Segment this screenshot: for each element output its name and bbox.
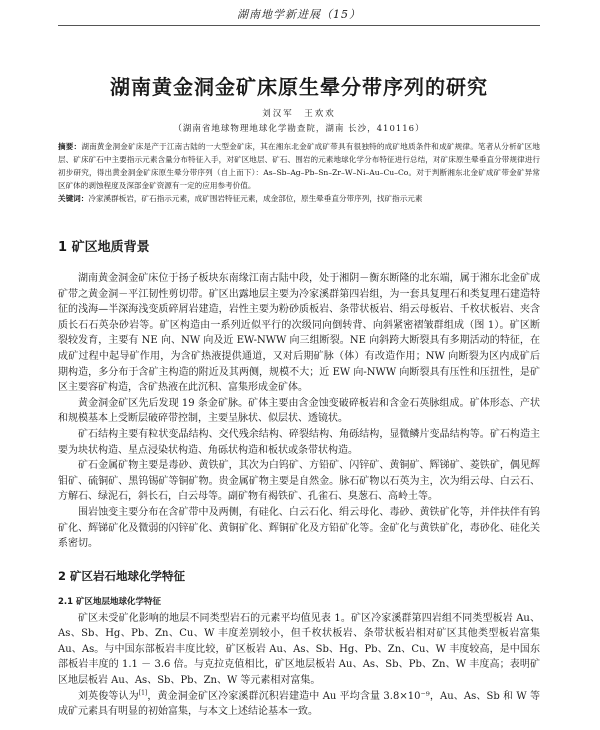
paragraph: 矿石金属矿物主要是毒砂、黄铁矿，其次为白钨矿、方铅矿、闪锌矿、黄铜矿、辉锑矿、菱铁矿，偶见辉钼矿、硫铜矿、黑钨锡矿等铜矿物。贵金属矿物主要是自然金。脉石矿物以石英为主，次为绢云母、白云石、方解石、绿泥石，斜长石，白云母等。副矿物有褐铁矿、孔雀石、臭葱石、高岭土等。 [58,460,540,503]
paragraph: 湖南黄金洞金矿床位于扬子板块东南缘江南古陆中段，处于湘阴－衡东断隆的北东端，属于湘东北金矿成矿带之黄金洞－平江韧性剪切带。矿区出露地层主要为冷家溪群第四岩组，为一套具复理石和类复理石建造特征的浅海—半深海浅变质碎屑岩建造，岩性主要为粉砂质板岩、条带状板岩、绢云母板岩、千枚状板岩、夹含质长石石英杂砂岩等。矿区构造由一系列近似平行的次级同向倒转背、向斜紧密褶皱群组成（图 1）。矿区断裂较发育，主要有 NE 向、NW 向及近 EW-NWW 向三组断裂。NE 向斜跨大断裂具有多期活动的特征，在成矿过程中起导矿作用，为含矿热液提供通道，又对后期矿脉（体）有改造作用；NW 向断裂为区内成矿后期构造，多分布于含矿主构造的附近及其两侧，规模不大；近 EW 向-NWW 向断裂具有压性和压扭性，是矿区主要容矿构造，含矿热液在此沉积、富集形成金矿体。 [58,273,540,394]
paragraph-text: 刘英俊等认为 [78,690,139,702]
affiliation: （湖南省地球物理地球化学勘查院，湖南 长沙，410116） [173,124,425,134]
section-body [58,611,540,720]
abstract-text: 湖南黄金洞金矿床是产于江南古陆的一大型金矿床，其在湘东北金矿成矿带具有很独特的成矿地质条件和成矿规律。笔者从分析矿区地层、矿床矿石中主要指示元素含量分布特征入手，对矿区地层、矿石、围岩的元素地球化学分布特征进行总结，对矿床原生晕垂直分带规律进行初步研究，得出黄金洞金矿床原生晕分带序列（自上而下）：As–Sb–Ag–Pb–Sn–Zr–W–Ni–Au–Cu–Co。对于判断湘东北金矿成矿带金矿异常区矿体的剥蚀程度及深部金矿资源有一定的应用参考价值。 [58,142,541,190]
paragraph: 矿区未受矿化影响的地层不同类型岩石的元素平均值见表 1。矿区冷家溪群第四岩组不同类型板岩 Au、As、Sb、Hg、Pb、Zn、Cu、W 丰度差别较小，但千枚状板岩、条带状板岩相对矿区其他类型板岩富集 Au、As。与中国东部板岩丰度比较，矿区板岩 Au、As、Sb、Hg、Pb、Zn、Cu、W 丰度较高，是中国东部板岩丰度的 1.1 － 3.6 倍。与克拉克值相比，矿区地层板岩 Au、As、Sb、Pb、Zn、W 丰度高；表明矿区地层板岩 Au、As、Sb、Pb、Zn、W 等元素相对富集。 [58,612,540,687]
running-head: 湖南地学新进展（15） [237,8,361,21]
keywords-label: 关键词： [58,194,89,203]
section-body [58,271,540,552]
citation: [1] [138,689,148,697]
paper-title: 湖南黄金洞金矿床原生晕分带序列的研究 [110,75,488,99]
keywords [58,192,540,205]
section-heading: 2 矿区岩石地球化学特征 [58,568,186,583]
keywords-text: 冷家溪群板岩，矿石指示元素，成矿围岩特征元素，成金部位，原生晕垂直分带序列，找矿指示元素 [88,194,423,203]
authors: 刘汉军 王欢欢 [262,109,336,119]
paragraph [58,689,540,720]
paragraph: 黄金洞金矿区先后发现 19 条金矿脉。矿体主要由含金蚀变破碎板岩和含金石英脉组成。矿体形态、产状和规模基本上受断层破碎带控制，主要呈脉状、似层状、透镜状。 [58,397,540,425]
header-rule [58,25,540,26]
paragraph-text: ，黄金洞金矿区冷家溪群沉积岩建造中 Au 平均含量 3.8×10⁻⁹，Au、As、Sb 和 W 等成矿元素具有明显的初始富集，与本文上述结论基本一致。 [58,690,541,718]
paragraph: 围岩蚀变主要分布在含矿带中及两侧，有硅化、白云石化、绢云母化、毒砂、黄铁矿化等，并伴扶伴有钨矿化、辉锑矿化及微弱的闪锌矿化、黄铜矿化、辉铜矿化及方铅矿化等。金矿化与黄铁矿化，毒砂化、硅化关系密切。 [58,506,540,550]
abstract [58,140,540,192]
subsection-heading: 2.1 矿区地层地球化学特征 [58,596,162,607]
abstract-label: 摘要： [58,142,82,151]
paragraph: 矿石结构主要有粒状变晶结构、交代残余结构、碎裂结构、角砾结构，显微鳞片变晶结构等。矿石构造主要为块状构造、星点浸染状构造、角砾状构造和板状或条带状构造。 [58,428,540,456]
section-heading: 1 矿区地质背景 [58,240,150,255]
